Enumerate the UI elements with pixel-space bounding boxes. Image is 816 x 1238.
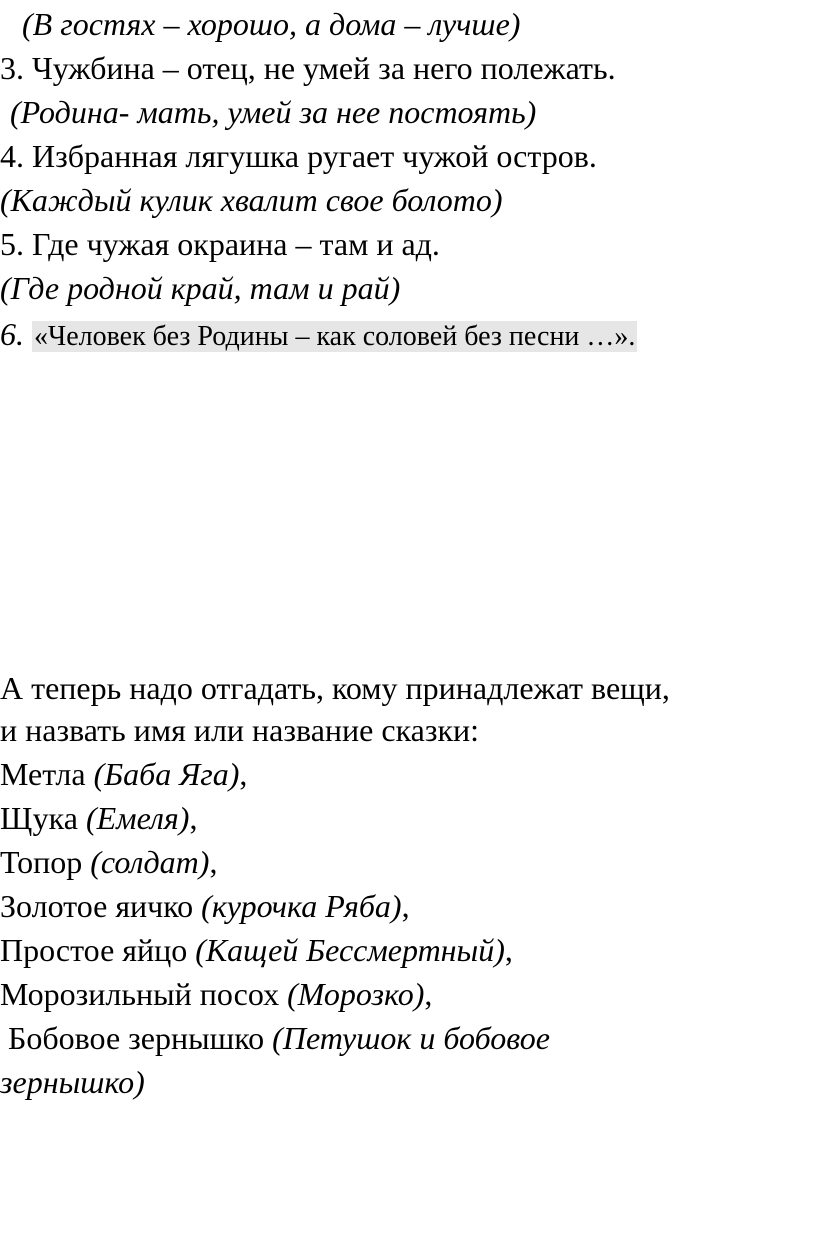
- riddle-separator: ,: [209, 844, 218, 880]
- riddle-answer: (Баба Яга): [93, 756, 240, 792]
- riddle-object: Метла: [0, 756, 94, 792]
- riddle-answer: (Морозко): [287, 976, 425, 1012]
- riddle-object: Бобовое зернышко: [0, 1020, 273, 1056]
- riddle-answer: (Емеля): [85, 800, 190, 836]
- riddle-answer: (Кащей Бессмертный): [195, 932, 505, 968]
- riddle-answer-continuation: зернышко): [0, 1064, 145, 1100]
- proverb-answer-2: (В гостях – хорошо, а дома – лучше): [22, 6, 521, 42]
- proverb-item-6: [0, 314, 637, 357]
- riddle-object: Топор: [0, 844, 91, 880]
- proverb-item-3: 3. Чужбина – отец, не умей за него полежать.: [0, 50, 616, 86]
- riddles-intro-line-2: и назвать имя или название сказки:: [0, 712, 480, 748]
- riddle-item: [0, 842, 217, 882]
- proverb-answer-4: (Каждый кулик хвалит свое болото): [0, 182, 503, 218]
- proverb-item-4: 4. Избранная лягушка ругает чужой остров.: [0, 138, 597, 174]
- riddle-object: Морозильный посох: [0, 976, 288, 1012]
- riddle-separator: ,: [424, 976, 433, 1012]
- riddle-answer: (курочка Ряба): [201, 888, 402, 924]
- riddle-item: [0, 1018, 550, 1058]
- riddle-answer: (Петушок и бобовое: [272, 1020, 550, 1056]
- riddle-answer: (солдат): [90, 844, 210, 880]
- riddle-item: [0, 930, 513, 970]
- riddle-separator: ,: [189, 800, 198, 836]
- riddle-object: Золотое яичко: [0, 888, 202, 924]
- proverb-answer-3: (Родина- мать, умей за нее постоять): [10, 94, 537, 130]
- proverb-item-6-highlighted-text: «Человек без Родины – как соловей без песни …».: [34, 321, 636, 352]
- riddle-object: Щука: [0, 800, 86, 836]
- riddle-item: [0, 886, 410, 926]
- riddle-separator: ,: [504, 932, 513, 968]
- riddle-item: [0, 798, 197, 838]
- riddle-object: Простое яйцо: [0, 932, 196, 968]
- proverb-item-5: 5. Где чужая окраина – там и ад.: [0, 226, 440, 262]
- riddle-separator: ,: [401, 888, 410, 924]
- proverb-item-6-number: 6.: [0, 316, 24, 352]
- riddle-item: [0, 974, 432, 1014]
- riddle-item: [0, 754, 247, 794]
- riddle-separator: ,: [239, 756, 248, 792]
- riddles-intro-line-1: А теперь надо отгадать, кому принадлежат вещи,: [0, 670, 670, 706]
- proverb-answer-5: (Где родной край, там и рай): [0, 270, 401, 306]
